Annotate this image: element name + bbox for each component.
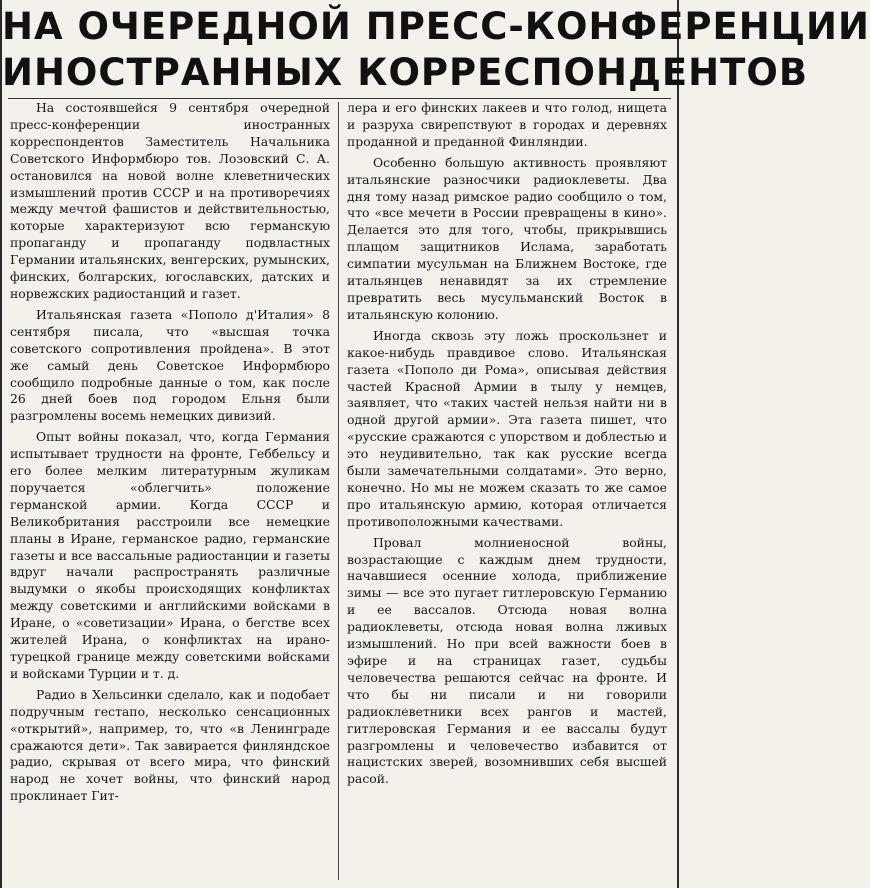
- right-column: [339, 100, 667, 882]
- paragraph-continued: лера и его финских лакеев и что голод, нищета и разруха свирепствуют в городах и деревнях проданной и преданной Финляндии.: [347, 100, 667, 149]
- paragraph: Иногда сквозь эту ложь проскользнет и какое-нибудь правдивое слово. Итальянская газета «Пополо ди Рома», описывая действия частей Красной Армии в тылу у немцев, заявляет, что «таких частей нельзя найти ни в одной другой армии». Эта газета пишет, что «русские сражаются с упорством и доблестью и это неудивительно, так как русские всегда были замечательными солдатами». Это верно, конечно. Но мы не можем сказать то же самое про итальянскую армию, которая отличается противоположными качествами.: [347, 327, 667, 529]
- paragraph: Радио в Хельсинки сделало, как и подобает подручным гестапо, несколько сенсационных «открытий», например, то, что «в Ленинграде сражаются дети». Так завирается финляндское радио, скрывая от всего мира, что финский народ не хочет войны, что финский народ проклинает Гит-: [10, 686, 330, 804]
- article-body: [10, 100, 669, 882]
- headline-rule: [8, 98, 671, 99]
- headline: [2, 0, 870, 96]
- headline-line-1: НА ОЧЕРЕДНОЙ ПРЕСС-КОНФЕРЕНЦИИ: [2, 5, 870, 48]
- paragraph: На состоявшейся 9 сентября очередной пресс-конференции иностранных корреспондентов Заместитель Начальника Советского Информбюро тов. Лозовский С. А. остановился на новой волне клеветнических измышлений против СССР и на противоречиях между мечтой фашистов и действительностью, которые характеризуют всю германскую пропаганду и пропаганду подвластных Германии итальянских, венгерских, румынских, финских, болгарских, югославских, датских и норвежских радиостанций и газет.: [10, 100, 330, 301]
- paragraph: Провал молниеносной войны, возрастающие с каждым днем трудности, начавшиеся осенние холода, приближение зимы — все это пугает гитлеровскую Германию и ее вассалов. Отсюда новая волна радиоклеветы, отсюда новая волна лживых измышлений. Но при всей важности боев в эфире и на страницах газет, судьбы человечества решаются сейчас на фронте. И что бы ни писали и ни говорили радиоклеветники всех рангов и мастей, гитлеровская Германия и ее вассалы будут разгромлены и человечество избавится от нацистских зверей, возомнивших себя высшей расой.: [347, 534, 667, 787]
- left-column: [10, 100, 338, 882]
- paragraph: Опыт войны показал, что, когда Германия испытывает трудности на фронте, Геббельсу и его более мелким литературным жуликам поручается «облегчить» положение германской армии. Когда СССР и Великобритания расстроили все немецкие планы в Иране, германское радио, германские газеты и все вассальные радиостанции и газеты вдруг начали распространять различные выдумки о якобы происходящих конфликтах между советскими и английскими войсками в Иране, о «советизации» Ирана, о бегстве всех жителей Ирана, о конфликтах на ирано-турецкой границе между советскими войсками и войсками Турции и т. д.: [10, 429, 330, 681]
- paragraph: Особенно большую активность проявляют итальянские разносчики радиоклеветы. Два дня тому назад римское радио сообщило о том, что «все мечети в России превращены в кино». Делается это для того, чтобы, прикрывшись плащом защитников Ислама, заработать симпатии мусульман на Ближнем Востоке, где итальянцев ненавидят за их стремление превратить весь мусульманский Восток в итальянскую колонию.: [347, 154, 667, 322]
- paragraph: Итальянская газета «Пополо д'Италия» 8 сентября писала, что «высшая точка советского сопротивления пройдена». В этот же самый день Советское Информбюро сообщило подробные данные о том, как после 26 дней боев под городом Ельня были разгромлены восемь немецких дивизий.: [10, 306, 330, 424]
- headline-line-2: ИНОСТРАННЫХ КОРРЕСПОНДЕНТОВ: [2, 51, 809, 94]
